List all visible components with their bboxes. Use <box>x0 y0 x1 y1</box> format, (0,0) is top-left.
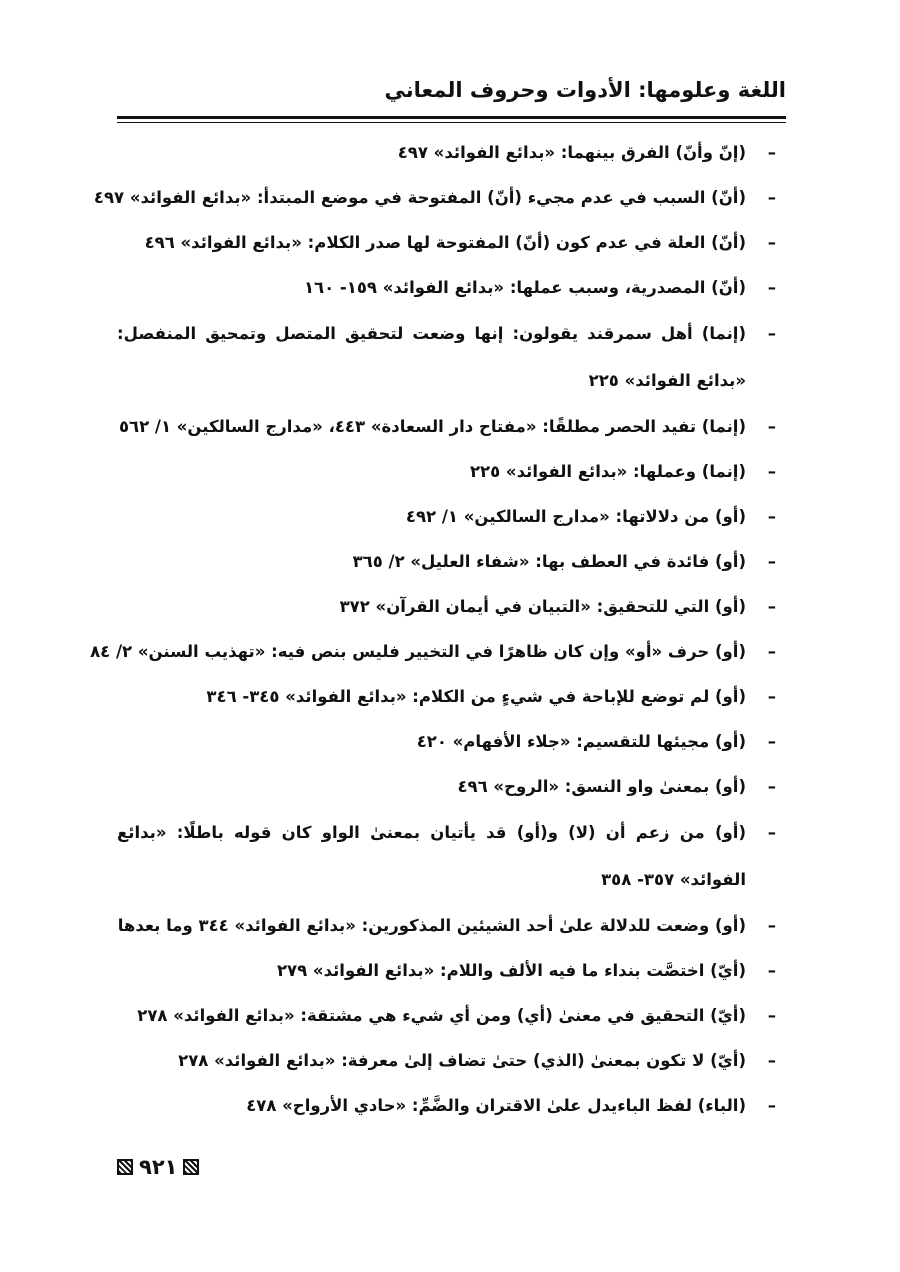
entry-text: (أو) مجيئها للتقسيم: «جلاء الأفهام» ٤٢٠ <box>416 732 746 751</box>
index-entry <box>117 539 786 584</box>
entry-text: (أو) من زعم أن (لا) و(أو) قد يأتيان بمعنىٰ الواو كان قوله باطلًا: «بدائع الفوائد» ٣٥٧- ٣٥٨ <box>117 823 746 889</box>
entry-text: (إنما) تفيد الحصر مطلقًا: «مفتاح دار السعادة» ٤٤٣، «مدارج السالكين» ١/ ٥٦٢ <box>118 417 746 436</box>
entry-text: (أو) من دلالاتها: «مدارج السالكين» ١/ ٤٩٢ <box>405 507 746 526</box>
entry-text: (أنّ) العلة في عدم كون (أنّ) المفتوحة لها صدر الكلام: «بدائع الفوائد» ٤٩٦ <box>144 233 746 252</box>
entry-text: (أو) التي للتحقيق: «التبيان في أيمان القرآن» ٣٧٢ <box>339 597 746 616</box>
page-number-text: ٩٢١ <box>139 1155 178 1179</box>
entry-text: (أيّ) التحقيق في معنىٰ (أي) ومن أي شيء هي مشتقة: «بدائع الفوائد» ٢٧٨ <box>137 1006 746 1025</box>
index-entry <box>117 719 786 764</box>
index-entry <box>117 1038 786 1083</box>
header-rule-thin <box>117 122 786 123</box>
index-entry <box>117 130 786 175</box>
entry-dash: – <box>767 143 776 162</box>
index-entry <box>117 674 786 719</box>
entry-text: (إنّ وأنّ) الفرق بينهما: «بدائع الفوائد» ٤٩٧ <box>397 143 746 162</box>
entry-text: (أو) حرف «أو» وإن كان ظاهرًا في التخيير فليس بنص فيه: «تهذيب السنن» ٢/ ٨٤ <box>90 642 746 661</box>
entry-text: (أو) لم توضع للإباحة في شيءٍ من الكلام: «بدائع الفوائد» ٣٤٥- ٣٤٦ <box>206 687 746 706</box>
entry-dash: – <box>767 278 776 297</box>
entry-dash: – <box>767 1006 776 1025</box>
entry-dash: – <box>767 233 776 252</box>
index-entry <box>117 265 786 310</box>
index-entry <box>117 310 786 404</box>
entry-dash: – <box>767 642 776 661</box>
page-number <box>117 1155 199 1179</box>
entry-dash: – <box>767 597 776 616</box>
entry-text: (أيّ) لا تكون بمعنىٰ (الذي) حتىٰ تضاف إلىٰ معرفة: «بدائع الفوائد» ٢٧٨ <box>178 1051 746 1070</box>
entry-text: (إنما) أهل سمرقند يقولون: إنها وضعت لتحقيق المتصل وتمحيق المنفصل: «بدائع الفوائد» ٢٢٥ <box>117 324 746 390</box>
index-entry <box>117 948 786 993</box>
entry-dash: – <box>767 507 776 526</box>
index-entry <box>117 903 786 948</box>
entry-dash: – <box>767 732 776 751</box>
ornament-icon <box>117 1159 133 1175</box>
index-entry <box>117 764 786 809</box>
entry-text: (أيّ) اختصَّت بنداء ما فيه الألف واللام: «بدائع الفوائد» ٢٧٩ <box>276 961 746 980</box>
entry-dash: – <box>767 916 776 935</box>
entry-text: (أو) بمعنىٰ واو النسق: «الروح» ٤٩٦ <box>457 777 746 796</box>
entry-dash: – <box>767 462 776 481</box>
entry-text: (أو) وضعت للدلالة علىٰ أحد الشيئين المذكورين: «بدائع الفوائد» ٣٤٤ وما بعدها <box>117 916 746 935</box>
entry-dash: – <box>767 188 776 207</box>
entry-text: (أنّ) المصدرية، وسبب عملها: «بدائع الفوائد» ١٥٩- ١٦٠ <box>303 278 746 297</box>
entry-text: (أنّ) السبب في عدم مجيء (أنّ) المفتوحة في موضع المبتدأ: «بدائع الفوائد» ٤٩٧ <box>93 188 746 207</box>
index-entry <box>117 449 786 494</box>
entry-dash: – <box>767 1051 776 1070</box>
index-entry <box>117 584 786 629</box>
index-entry <box>90 629 786 674</box>
index-entry <box>117 404 786 449</box>
index-entry <box>117 1083 786 1128</box>
entry-dash: – <box>767 417 776 436</box>
header-rule-thick <box>117 116 786 119</box>
index-entry <box>117 494 786 539</box>
entry-text: (إنما) وعملها: «بدائع الفوائد» ٢٢٥ <box>469 462 746 481</box>
entry-text: (الباء) لفظ الباءيدل علىٰ الاقتران والضَّمِّ: «حادي الأرواح» ٤٧٨ <box>246 1096 746 1115</box>
index-entry <box>117 809 786 903</box>
index-entries-list <box>90 130 786 1128</box>
entry-dash: – <box>767 687 776 706</box>
entry-dash: – <box>767 324 776 343</box>
entry-dash: – <box>767 552 776 571</box>
entry-dash: – <box>767 823 776 842</box>
entry-dash: – <box>767 961 776 980</box>
ornament-icon <box>183 1159 199 1175</box>
running-header-title: اللغة وعلومها: الأدوات وحروف المعاني <box>384 78 786 102</box>
index-entry <box>117 993 786 1038</box>
index-entry <box>93 175 786 220</box>
index-entry <box>117 220 786 265</box>
entry-text: (أو) فائدة في العطف بها: «شفاء العليل» ٢/ ٣٦٥ <box>352 552 746 571</box>
entry-dash: – <box>767 1096 776 1115</box>
entry-dash: – <box>767 777 776 796</box>
